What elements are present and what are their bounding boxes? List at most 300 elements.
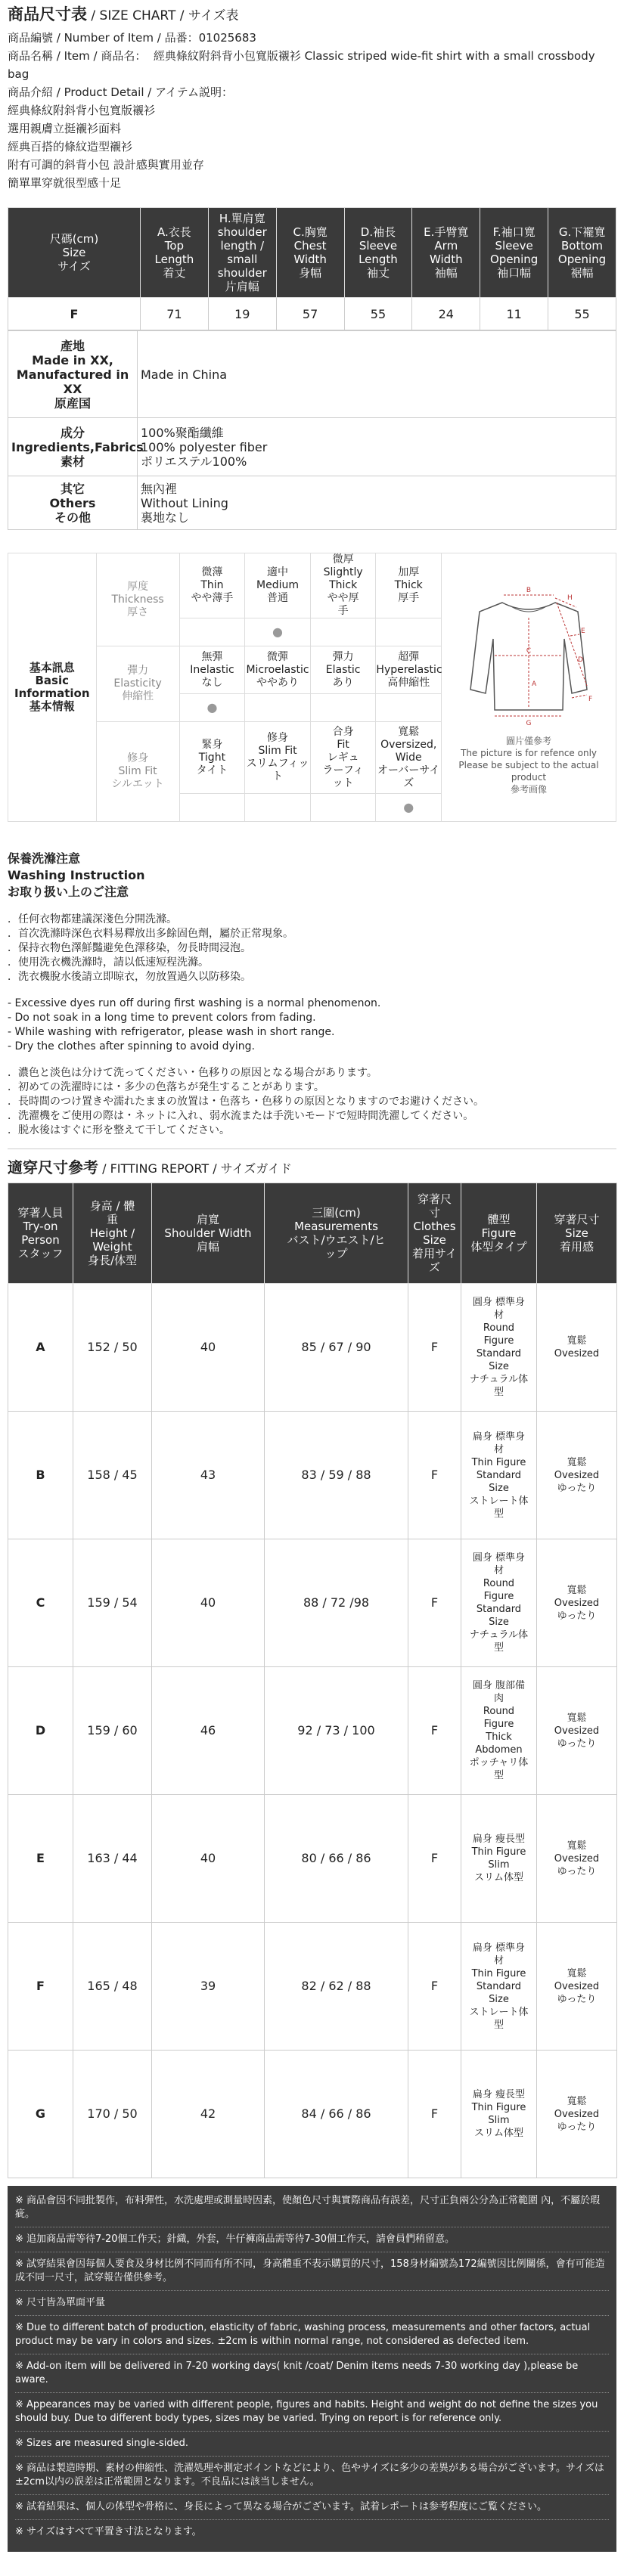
content-value [138,418,616,476]
size-chart-cell: 55 [344,298,412,330]
basic-info-table [8,553,616,822]
text-line: 圓身 標準身 [472,1552,526,1564]
fitting-header [265,1183,408,1284]
text-line: Slim Fit [258,745,297,757]
fitting-cell: 85 / 67 / 90 [265,1284,408,1412]
text-line: Measurements [294,1220,378,1233]
text-line: Standard [476,1348,522,1359]
text-line: Basic [35,674,70,687]
detail-label: 商品介紹 / Product Detail / アイテム説明： [8,85,233,99]
text-line: Figure [483,1335,514,1347]
text-line: 着用サイ [412,1247,457,1260]
text-line: A.衣長 [157,225,191,239]
fitting-cell: 83 / 59 / 88 [265,1412,408,1539]
text-line: ズ [403,777,414,789]
text-line: shoulder [217,225,267,239]
figure-type-cell [461,1923,537,2051]
text-line: Slim [488,1859,510,1871]
text-line: Slightly [323,566,363,578]
fit-feel-cell [537,2051,617,2178]
elasticity-option [310,646,376,694]
text-line: 體型 [487,1213,511,1226]
fitting-header [461,1183,537,1284]
washing-title-cn: 保養洗滌注意 [8,851,81,866]
text-line: Figure [481,1226,517,1240]
text-line: オーバーサイ [377,764,440,777]
text-line: Arm [434,239,458,253]
text-line: あり [332,676,354,689]
text-line: 修身 [267,732,289,744]
text-line: Standard [476,1980,522,1992]
fitting-header [152,1183,265,1284]
text-line: ゆったり [557,2121,597,2133]
text-line: ゆったり [557,1610,597,1622]
fitting-cell: 163 / 44 [73,1795,152,1923]
text-line: 材 [493,1310,504,1321]
size-chart-header [412,208,480,298]
fitting-cell: 158 / 45 [73,1412,152,1539]
text-line: 圓身 標準身 [472,1297,526,1308]
text-line: Opening [557,253,607,266]
text-line: 寬鬆 [567,1840,587,1852]
text-line: サイズ [57,259,91,273]
text-line: Ingredients,Fabrics [11,439,144,454]
fitting-cell: 159 / 54 [73,1539,152,1667]
text-line: 穿著尺 [417,1192,452,1206]
fitting-cell: 84 / 66 / 86 [265,2051,408,2178]
text-line: 裾幅 [570,266,594,280]
fitting-table [8,1183,617,2178]
text-line: 寬鬆 [398,725,420,738]
text-line: Manufactured in [16,367,129,382]
text-line: Ovesized [554,2108,600,2120]
text-line: Thin [200,579,224,591]
text-line: 寸 [428,1206,440,1220]
fitting-header [8,1183,73,1284]
text-line: Standard [476,1604,522,1615]
elasticity-option [245,646,311,694]
text-line: Thin Figure [471,2102,526,2113]
thickness-option [179,553,245,618]
detail-line: 附有可調的斜背小包 設計感與實用並存 [8,158,204,172]
fitting-title: 適穿尺寸參考 / FITTING REPORT / サイズガイド [8,1158,292,1176]
elasticity-dot [245,694,311,722]
text-line: Weight [92,1240,132,1254]
fitting-cell: 82 / 62 / 88 [265,1923,408,2051]
text-line: 100% polyester fiber [141,439,268,454]
text-line: Try-on [23,1220,58,1233]
text-line: 扁身 瘦長型 [472,2089,526,2100]
note-item: ※ Add-on item will be delivered in 7-20 working days( knit /coat/ Denim items needs 7-30 working day ),please be aware. [15,2354,609,2393]
size-figure [442,553,616,822]
fitting-row [8,1539,617,1667]
text-line: Clothes [413,1220,456,1233]
text-line: F.袖口寬 [492,225,536,239]
fitting-cell: F [408,1795,461,1923]
text-line: ストレート体 [469,2006,529,2018]
text-line: 100%聚酯纖維 [141,425,224,440]
text-line: Bottom [561,239,604,253]
fitting-cell: 40 [152,1284,265,1412]
text-line: Length [154,253,194,266]
product-info [0,27,624,194]
text-line: 片肩幅 [225,280,259,293]
elasticity-option [179,646,245,694]
text-line: Wide [395,751,422,764]
text-line: Opening [490,253,539,266]
text-line: やや薄手 [191,592,234,604]
fitting-cell: F [408,1667,461,1795]
text-line: 寬鬆 [567,1712,587,1724]
text-line: 微彈 [267,650,289,663]
text-line: 袖口幅 [497,266,532,280]
fitting-cell: G [8,2051,73,2178]
text-line: ズ [428,1260,440,1274]
text-line: 合身 [332,725,354,738]
text-line: Abdomen [475,1744,523,1756]
text-line: 厚度 [127,580,149,593]
origin-label [8,331,138,418]
washing-text-cn: ．任何衣物都建議深淺色分開洗滌。 ．首次洗滌時深色衣料易釋放出多餘固色劑，屬於正常現象。 ．保持衣物色澤鮮豔避免色澤移染，勿長時間浸泡。 ．使用洗衣機洗滌時，請以低速短程洗滌。 ．洗衣機脫水後請立即晾衣，勿放置過久以防移染。 [8,913,293,983]
fit-feel-cell [537,1412,617,1539]
text-line: レギュ [327,751,359,764]
other-value [138,476,616,530]
size-chart-header [344,208,412,298]
detail-line: 經典百搭的條紋造型襯衫 [8,140,133,153]
note-item: ※ 試着結果は、個人の体型や骨格に、身長によって異なる場合がございます。試着レポートは参考程度にご覧ください。 [15,2495,609,2520]
page-title: 商品尺寸表 / SIZE CHART / サイズ表 [8,5,239,23]
text-line: スリム体型 [473,1872,523,1883]
text-line: 三圍(cm) [312,1206,361,1220]
fit-dot [245,794,311,822]
text-line: Hyperelastic [376,663,442,676]
text-line: length / [220,239,265,253]
text-line: 超彈 [398,650,420,663]
text-line: 型 [493,1387,504,1398]
text-line: 原産国 [54,395,91,411]
figure-type-cell [461,1795,537,1923]
text-line: 手 [337,605,349,617]
text-line: Size [489,1482,509,1494]
washing-title-jp: お取り扱い上のご注意 [8,885,129,899]
text-line: ップ [324,1247,348,1260]
size-chart-row [8,298,616,330]
text-line: Round [483,1322,515,1334]
text-line: Size [489,1993,509,2005]
content-row [8,418,616,476]
text-line: Width [293,253,327,266]
text-line: Ovesized [554,1469,600,1481]
text-line: Height / [89,1226,135,1240]
text-line: 扁身 標準身 [472,1431,526,1443]
text-line: Width [430,253,463,266]
material-table [8,330,616,530]
fit-label [96,722,179,822]
size-chart-table [8,207,616,330]
fitting-cell: D [8,1667,73,1795]
text-line: Elastic [325,663,361,676]
note-item: ※ 試穿結果會因每個人要食及身材比例不同而有所不同，身高體重不表示購買的尺寸，158身材編號為172編號因比例關係，會有可能造成不同一尺寸，試穿報告僅供參考。 [15,2252,609,2291]
text-line: Sleeve [495,239,533,253]
text-line: 厚さ [127,606,149,618]
text-line: Size [423,1233,446,1247]
note-item: ※ 尺寸皆為單面平量 [15,2291,609,2316]
fitting-cell: A [8,1284,73,1412]
text-line: ゆったり [557,1737,597,1750]
text-line: Fit [337,738,349,751]
text-line: 厚手 [398,592,420,604]
item-name: 商品名稱 / Item / 商品名： 經典條紋附斜背小包寬版襯衫 Classic striped wide-fit shirt with a small crossbody bag [8,49,599,81]
text-line: Tight [198,751,226,764]
text-line: 寬鬆 [567,2095,587,2107]
size-chart-header [141,208,209,298]
text-line: 其它 [60,481,85,496]
elasticity-dot [310,694,376,722]
fit-option [376,722,442,794]
text-line: 彈力 [332,650,354,663]
text-line: Length [359,253,398,266]
text-line: 彈力 [127,665,149,677]
svg-text:E: E [581,627,585,635]
note-item: ※ 商品は製造時期、素材の伸縮性、洗濯処理や測定ポイントなどにより、色やサイズに多少の差異がある場合がございます。サイズは±2cm以内の誤差は正常範囲となります。不良品には該当しません。 [15,2457,609,2495]
text-line: 材 [493,1443,504,1455]
text-line: 材 [493,1954,504,1967]
text-line: 型 [493,1642,504,1654]
text-line: タイト [196,764,228,777]
fitting-cell: 39 [152,1923,265,2051]
size-chart-header [208,208,276,298]
text-line: スタッフ [17,1247,64,1260]
svg-text:A: A [532,680,537,688]
text-line: Thin Figure [471,1456,526,1468]
svg-text:C: C [526,646,532,655]
fitting-cell: 165 / 48 [73,1923,152,2051]
size-chart-cell: 57 [276,298,344,330]
svg-text:H: H [567,594,573,602]
fitting-header-row [8,1183,617,1284]
fitting-row [8,1795,617,1923]
size-chart-header [548,208,616,298]
figure-type-cell [461,1667,537,1795]
washing-text-en: - Excessive dyes run off during first washing is a normal phenomenon. - Do not soak in a long time to prevent colors from fading. - While washing with refrigerator, please wash in short range. - Dry the clothes after spinning to avoid dying. [8,997,381,1052]
text-line: その他 [54,510,91,525]
fitting-cell: 43 [152,1412,265,1539]
text-line: 体型タイプ [470,1240,527,1254]
fit-feel-cell [537,1667,617,1795]
svg-text:F: F [588,695,593,703]
note-item: ※ 商品會因不同批製作，布料彈性，水洗處理或測量時因素，使顏色尺寸與實際商品有誤差，尺寸正負兩公分為正常範圍 內，不屬於瑕疵。 [15,2189,609,2227]
size-chart-header-row [8,208,616,298]
washing-instructions [0,851,624,1138]
text-line: Information [14,687,90,700]
text-line: 型 [493,1770,504,1781]
svg-text:B: B [526,586,532,594]
text-line: 寬鬆 [567,1335,587,1347]
elasticity-option [376,646,442,694]
fitting-cell: 88 / 72 /98 [265,1539,408,1667]
size-chart-cell: 24 [412,298,480,330]
fitting-header [537,1183,617,1284]
origin-value: Made in China [138,331,616,418]
text-line: ゆったり [557,1865,597,1877]
thickness-dot: ● [245,618,311,646]
text-line: ポリエステル100% [141,454,247,469]
item-number: 商品編號 / Number of Item / 品番：01025683 [8,31,256,45]
fitting-cell: 92 / 73 / 100 [265,1667,408,1795]
text-line: Round [483,1706,515,1717]
note-item: ※ 追加商品需等待7-20個工作天；針織，外套，牛仔褲商品需等待7-30個工作天，請會員們稍留意。 [15,2227,609,2252]
text-line: Size [489,1361,509,1372]
text-line: 無內裡 [141,481,178,496]
fit-option [245,722,311,794]
text-line: 尺碼(cm) [49,232,99,246]
fitting-cell: F [408,1284,461,1412]
fitting-row [8,1923,617,2051]
text-line: Thickness [111,593,164,606]
text-line: やや厚 [327,592,359,604]
fitting-cell: 46 [152,1667,265,1795]
text-line: Thick [394,579,423,591]
text-line: Ovesized [554,1852,600,1865]
figure-type-cell [461,1412,537,1539]
text-line: 重 [106,1213,118,1226]
text-line: Size [489,1617,509,1628]
fitting-header [408,1183,461,1284]
fitting-cell: 42 [152,2051,265,2178]
fit-feel-cell [537,1539,617,1667]
fitting-cell: 40 [152,1539,265,1667]
text-line: The picture is for refence only [460,747,598,758]
note-item: ※ Due to different batch of production, elasticity of fabric, washing process, measurements and other factors, actual product may be vary in colors and sizes. ±2cm is within normal range, not considered as defected item. [15,2316,609,2354]
fitting-row [8,1284,617,1412]
text-line: product [511,771,547,783]
text-line: XX [63,381,82,396]
note-item: ※ Appearances may be varied with different people, figures and habits. Height and weight do not define the sizes you should buy. Due to different body types, sizes may be varied. Trying on report is for reference only. [15,2393,609,2432]
text-line: 微薄 [201,566,223,578]
text-line: 寬鬆 [567,1584,587,1596]
fit-option [179,722,245,794]
size-chart-cell: 11 [480,298,548,330]
text-line: 圖片僅參考 [506,735,552,746]
fitting-row [8,2051,617,2178]
fit-feel-cell [537,1284,617,1412]
text-line: 穿著人員 [17,1206,64,1220]
fit-feel-cell [537,1923,617,2051]
fitting-cell: 80 / 66 / 86 [265,1795,408,1923]
fitting-cell: F [408,1539,461,1667]
text-line: 基本情報 [29,699,75,713]
text-line: シルエット [111,778,164,790]
text-line: Ovesized [554,1597,600,1609]
other-row [8,476,616,530]
text-line: 肩寬 [196,1213,219,1226]
text-line: C.胸寬 [293,225,328,239]
text-line: 素材 [60,454,85,469]
thickness-option [310,553,376,618]
text-line: 穿著尺寸 [554,1213,600,1226]
text-line: Chest [293,239,327,253]
text-line: Others [49,495,96,510]
text-line: Ovesized [554,1348,600,1359]
size-chart-header [480,208,548,298]
text-line: 扁身 標準身 [472,1942,526,1954]
fitting-cell: F [408,1412,461,1539]
text-line: スリム体型 [473,2128,523,2139]
text-line: ポッチャリ体 [469,1757,529,1768]
text-line: Oversized, [380,738,437,751]
text-line: 無彈 [201,650,223,663]
text-line: 圓身 腹部備 [472,1680,526,1691]
text-line: 寬鬆 [567,1967,587,1979]
size-chart-header [8,208,141,298]
basic-info-label [8,553,97,822]
text-line: ややあり [256,676,300,689]
fitting-cell: C [8,1539,73,1667]
text-line: Person [21,1233,60,1247]
size-chart-cell: 55 [548,298,616,330]
text-line: 着用感 [559,1240,594,1254]
text-line: ゆったり [557,1993,597,2005]
text-line: G.下襬寬 [558,225,606,239]
text-line: Ovesized [554,1980,600,1992]
text-line: Thin Figure [471,1846,526,1858]
origin-row [8,331,616,418]
text-line: E.手臂寬 [424,225,469,239]
text-line: 普通 [267,592,289,604]
text-line: 寬鬆 [567,1456,587,1468]
text-line: Slim Fit [118,765,157,777]
text-line: Round [483,1578,515,1589]
text-line: Elasticity [113,677,162,690]
thickness-option [245,553,311,618]
fitting-cell: B [8,1412,73,1539]
fitting-cell: F [408,2051,461,2178]
text-line: Thin Figure [471,1967,526,1979]
notes-panel [8,2186,616,2552]
fitting-cell: E [8,1795,73,1923]
text-line: バスト/ウエスト/ヒ [287,1233,386,1247]
text-line: 適中 [267,566,289,578]
detail-line: 經典條紋附斜背小包寬版襯衫 [8,104,156,117]
washing-title-en: Washing Instruction [8,868,145,882]
text-line: 基本訊息 [29,661,75,674]
text-line: 型 [493,1508,504,1520]
text-line: shoulder [217,266,267,280]
text-line: ナチュラル体 [469,1374,529,1385]
fit-option [310,722,376,794]
text-line: Size [62,246,86,259]
text-line: small [227,253,258,266]
elasticity-label [96,646,179,722]
size-chart-cell: 71 [141,298,209,330]
text-line: ストレート体 [469,1495,529,1507]
text-line: 袖丈 [366,266,390,280]
thickness-label [96,553,179,646]
note-item: ※ サイズはすべて平置き寸法となります。 [15,2526,202,2537]
fitting-row [8,1667,617,1795]
text-line: Figure [483,1719,514,1730]
fit-dot [179,794,245,822]
svg-text:D: D [578,656,583,664]
text-line: 型 [493,2019,504,2031]
size-chart-cell: 19 [208,298,276,330]
figure-type-cell [461,1539,537,1667]
text-line: Slim [488,2115,510,2126]
text-line: 身幅 [299,266,322,280]
text-line: なし [201,676,223,689]
text-line: Standard [476,1469,522,1481]
text-line: Figure [483,1591,514,1602]
